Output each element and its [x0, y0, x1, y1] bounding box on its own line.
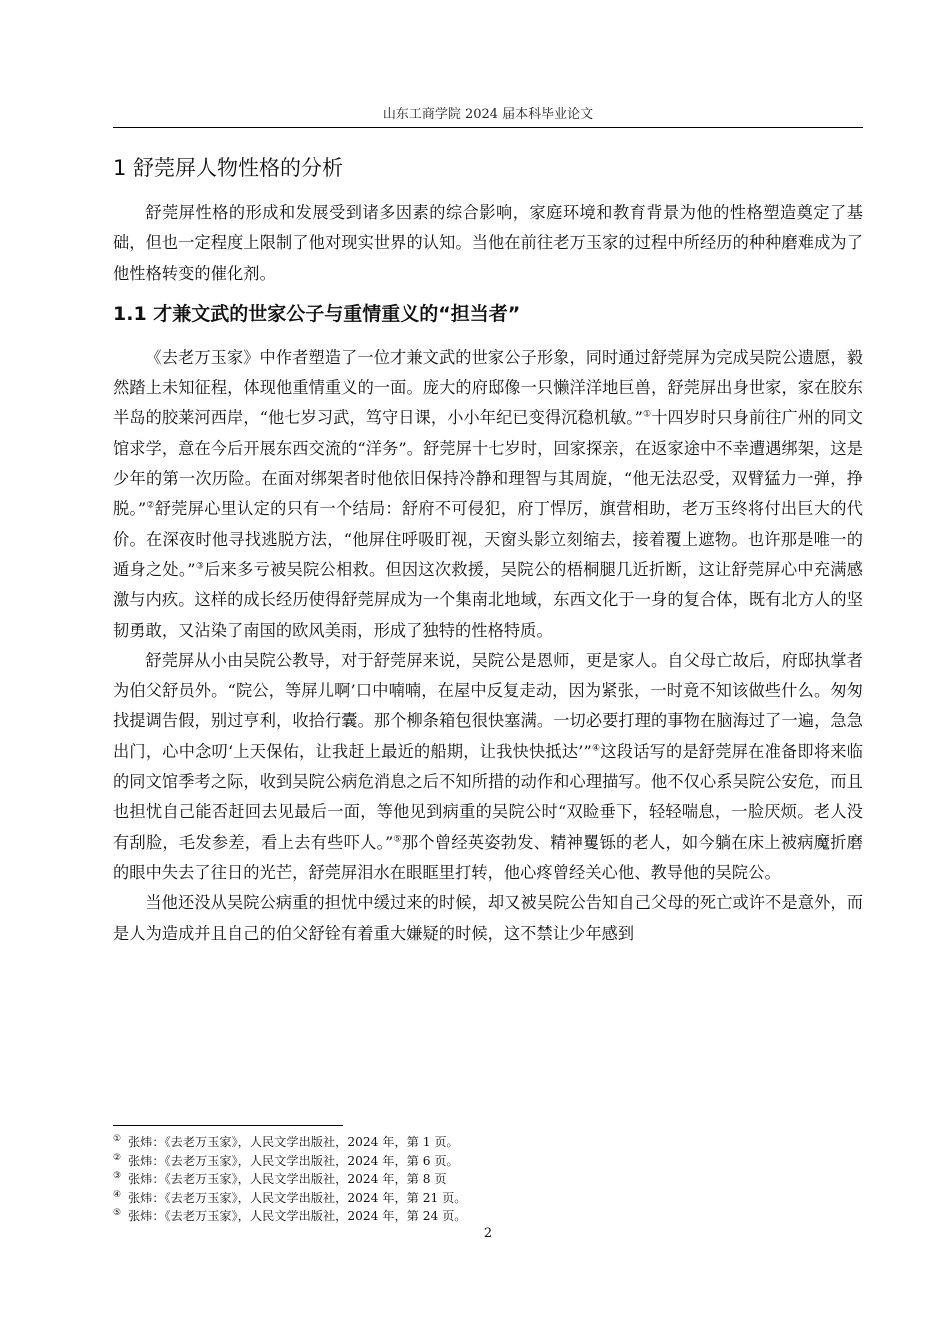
body-paragraph-1	[113, 343, 863, 646]
footnote-item: ⑤ 张炜：《去老万玉家》，人民文学出版社，2024 年，第 24 页。	[113, 1208, 467, 1224]
body-paragraph-3: 当他还没从吴院公病重的担忧中缓过来的时候，却又被吴院公告知自己父母的死亡或许不是意外，而是人为造成并且自己的伯父舒铨有着重大嫌疑的时候，这不禁让少年感到	[113, 893, 863, 943]
paragraph-text: 后来多亏被吴院公相救。但因这次救援，吴院公的梧桐腿几近折断，这让舒莞屏心中充满感激与内疚。这样的成长经历使得舒莞屏成为一个集南北地域，东西文化于一身的复合体，既有北方人的坚韧勇敢，又沾染了南国的欧风美雨，形成了独特的性格特质。	[113, 559, 863, 640]
paragraph-text: 《去老万玉家》中作者塑造了一位才兼文武的世家公子形象，同时通过舒莞屏为完成吴院公遗愿，毅然踏上未知征程，体现他重情重义的一面。庞大的府邸像一只懒洋洋地巨兽，舒莞屏出身世家，家在胶东半岛的胶莱河西岸，“他七岁习武，笃守日课，小小年纪已变得沉稳机敏。”	[113, 347, 863, 428]
footnote-item: ④ 张炜：《去老万玉家》，人民文学出版社，2024 年，第 21 页。	[113, 1189, 467, 1205]
footnote-ref-1[interactable]: ①	[643, 410, 652, 421]
footnote-text: 张炜：《去老万玉家》，人民文学出版社，2024 年，第 8 页	[128, 1172, 447, 1187]
subsection-heading-1-1: 1.1 才兼文武的世家公子与重情重义的“担当者”	[113, 302, 521, 325]
section-intro-paragraph: 舒莞屏性格的形成和发展受到诸多因素的综合影响，家庭环境和教育背景为他的性格塑造奠定了基础，但也一定程度上限制了他对现实世界的认知。当他在前往老万玉家的过程中所经历的种种磨难成为了他性格转变的催化剂。	[113, 203, 863, 283]
paragraph-text: 舒莞屏从小由吴院公教导，对于舒莞屏来说，吴院公是恩师，更是家人。自父母亡故后，府邸执掌者为伯父舒员外。“院公，等屏儿啊’口中喃喃，在屋中反复走动，因为紧张，一时竟不知该做些什么。匆匆找提调告假，别过亨利，收拾行囊。那个柳条箱包很快塞满。一切必要打理的事物在脑海过了一遍，急急出门，心中念叨‘上天保佑，让我赶上最近的船期，让我快快抵达’”	[113, 650, 863, 761]
body-paragraph-2	[113, 646, 863, 888]
footnotes	[113, 1133, 863, 1226]
paragraph-text: 舒莞屏心里认定的只有一个结局：舒府不可侵犯，府丁悍厉，旗营相助，老万玉终将付出巨大的代价。在深夜时他寻找逃脱方法，“他屏住呼吸盯视，天窗头影立刻缩去，接着覆上遮物。也许那是唯一的遁身之处。”	[113, 499, 864, 579]
header-rule	[113, 127, 863, 128]
footnote-separator	[113, 1125, 343, 1126]
paragraph-text: 这段话写的是舒莞屏在准备即将来临的同文馆季考之际，收到吴院公病危消息之后不知所措的动作和心理描写。他不仅心系吴院公安危，而且也担忧自己能否赶回去见最后一面，等他见到病重的吴院公时“双睑垂下，轻轻喘息，一脸厌烦。老人没有刮脸，毛发参差，看上去有些吓人。”	[113, 741, 863, 852]
running-header: 山东工商学院 2024 届本科毕业论文	[382, 107, 594, 122]
footnote-ref-3[interactable]: ③	[195, 561, 205, 572]
footnote-text: 张炜：《去老万玉家》，人民文学出版社，2024 年，第 24 页。	[128, 1209, 467, 1224]
page-number: 2	[483, 1226, 493, 1241]
footnote-item: ③ 张炜：《去老万玉家》，人民文学出版社，2024 年，第 8 页	[113, 1171, 447, 1187]
footnote-item: ① 张炜：《去老万玉家》，人民文学出版社，2024 年，第 1 页。	[113, 1133, 459, 1149]
footnote-item: ② 张炜：《去老万玉家》，人民文学出版社，2024 年，第 6 页。	[113, 1152, 459, 1168]
footnote-text: 张炜：《去老万玉家》，人民文学出版社，2024 年，第 1 页。	[128, 1135, 459, 1149]
footnote-ref-5[interactable]: ⑤	[393, 834, 402, 845]
page-body	[113, 146, 863, 949]
paragraph-text: 那个曾经英姿勃发、精神矍铄的老人，如今躺在床上被病魔折磨的眼中失去了往日的光芒，舒莞屏泪水在眼眶里打转，他心疼曾经关心他、教导他的吴院公。	[113, 832, 863, 882]
footnote-text: 张炜：《去老万玉家》，人民文学出版社，2024 年，第 6 页。	[128, 1153, 459, 1168]
section-heading-1: 1 舒莞屏人物性格的分析	[113, 156, 344, 180]
footnote-ref-4[interactable]: ④	[591, 743, 601, 754]
footnote-text: 张炜：《去老万玉家》，人民文学出版社，2024 年，第 21 页。	[128, 1190, 467, 1205]
paragraph-text: 十四岁时只身前往广州的同文馆求学，意在今后开展东西交流的“洋务”。舒莞屏十七岁时，回家探亲，在返家途中不幸遭遇绑架，这是少年的第一次历险。在面对绑架者时他依旧保持冷静和理智与其周旋，“他无法忍受，双臂猛力一弹，挣脱。”	[113, 408, 863, 519]
footnote-ref-2[interactable]: ②	[146, 500, 155, 511]
